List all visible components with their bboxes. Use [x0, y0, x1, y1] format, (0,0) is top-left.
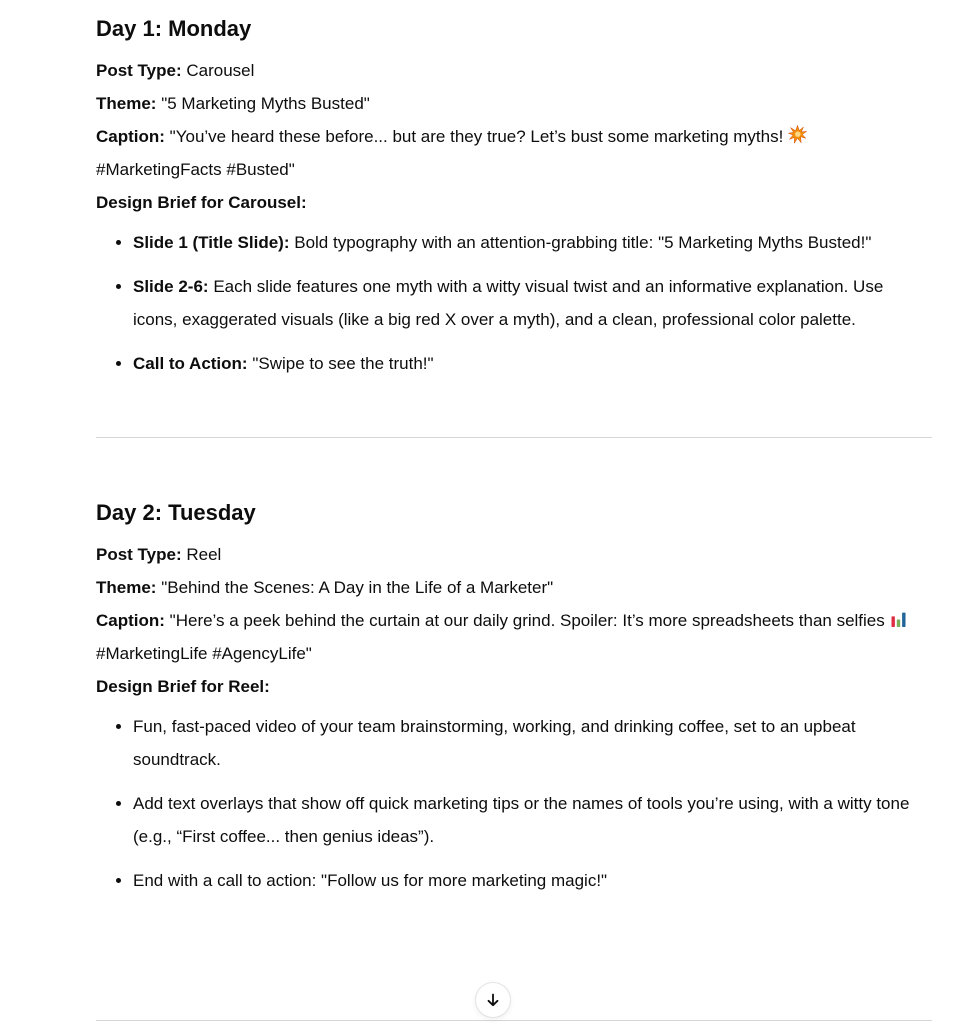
meta-value: Carousel	[186, 61, 255, 80]
list-item	[133, 710, 932, 776]
bullet-label: Slide 2-6:	[133, 277, 209, 296]
meta-line-caption	[96, 120, 932, 186]
meta-line-theme	[96, 87, 932, 120]
meta-label: Post Type:	[96, 545, 182, 564]
meta-label: Caption:	[96, 611, 165, 630]
meta-value: "Here’s a peek behind the curtain at our daily grind. Spoiler: It’s more spreadsheets than selfies	[169, 611, 885, 630]
meta-line-design-brief	[96, 186, 932, 219]
meta-value: "5 Marketing Myths Busted"	[161, 94, 370, 113]
meta-line-design-brief	[96, 670, 932, 703]
meta-label: Theme:	[96, 578, 157, 597]
scroll-to-bottom-button[interactable]	[475, 982, 511, 1018]
meta-value: #MarketingFacts #Busted"	[96, 160, 295, 179]
bullet-label: Call to Action:	[133, 354, 248, 373]
meta-value: Reel	[186, 545, 222, 564]
list-item	[133, 270, 932, 336]
meta-value: #MarketingLife #AgencyLife"	[96, 644, 312, 663]
section-divider	[96, 437, 932, 438]
meta-label: Design Brief for Carousel:	[96, 193, 307, 212]
list-item	[133, 347, 932, 380]
bullet-label: Slide 1 (Title Slide):	[133, 233, 290, 252]
day-1-heading: Day 1: Monday	[96, 16, 252, 41]
list-item	[133, 787, 932, 853]
day-2-heading: Day 2: Tuesday	[96, 500, 256, 525]
design-brief-list-day-1	[96, 226, 932, 380]
bullet-text: End with a call to action: "Follow us for more marketing magic!"	[133, 871, 608, 890]
composer-top-divider	[96, 1020, 932, 1021]
meta-label: Theme:	[96, 94, 157, 113]
bullet-text: Add text overlays that show off quick marketing tips or the names of tools you’re using, with a witty tone (e.g., “First coffee... then genius ideas”).	[133, 794, 910, 846]
bullet-text: Bold typography with an attention-grabbing title: "5 Marketing Myths Busted!"	[294, 233, 872, 252]
bar-chart-emoji-icon	[890, 611, 907, 628]
meta-label: Caption:	[96, 127, 165, 146]
collision-emoji-icon	[788, 125, 807, 144]
meta-line-post-type	[96, 54, 932, 87]
message-body	[96, 0, 932, 897]
arrow-down-icon	[485, 992, 501, 1008]
design-brief-list-day-2	[96, 710, 932, 897]
meta-value: "Behind the Scenes: A Day in the Life of a Marketer"	[161, 578, 554, 597]
meta-line-post-type	[96, 538, 932, 571]
meta-value: "You’ve heard these before... but are they true? Let’s bust some marketing myths!	[169, 127, 784, 146]
meta-label: Design Brief for Reel:	[96, 677, 270, 696]
meta-line-theme	[96, 571, 932, 604]
meta-label: Post Type:	[96, 61, 182, 80]
bullet-text: Fun, fast-paced video of your team brainstorming, working, and drinking coffee, set to an upbeat soundtrack.	[133, 717, 856, 769]
bullet-text: "Swipe to see the truth!"	[252, 354, 434, 373]
list-item	[133, 226, 932, 259]
list-item	[133, 864, 932, 897]
meta-line-caption	[96, 604, 932, 670]
bullet-text: Each slide features one myth with a witty visual twist and an informative explanation. Use icons, exaggerated visuals (like a big red X over a myth), and a clean, professional color palette.	[133, 277, 884, 329]
